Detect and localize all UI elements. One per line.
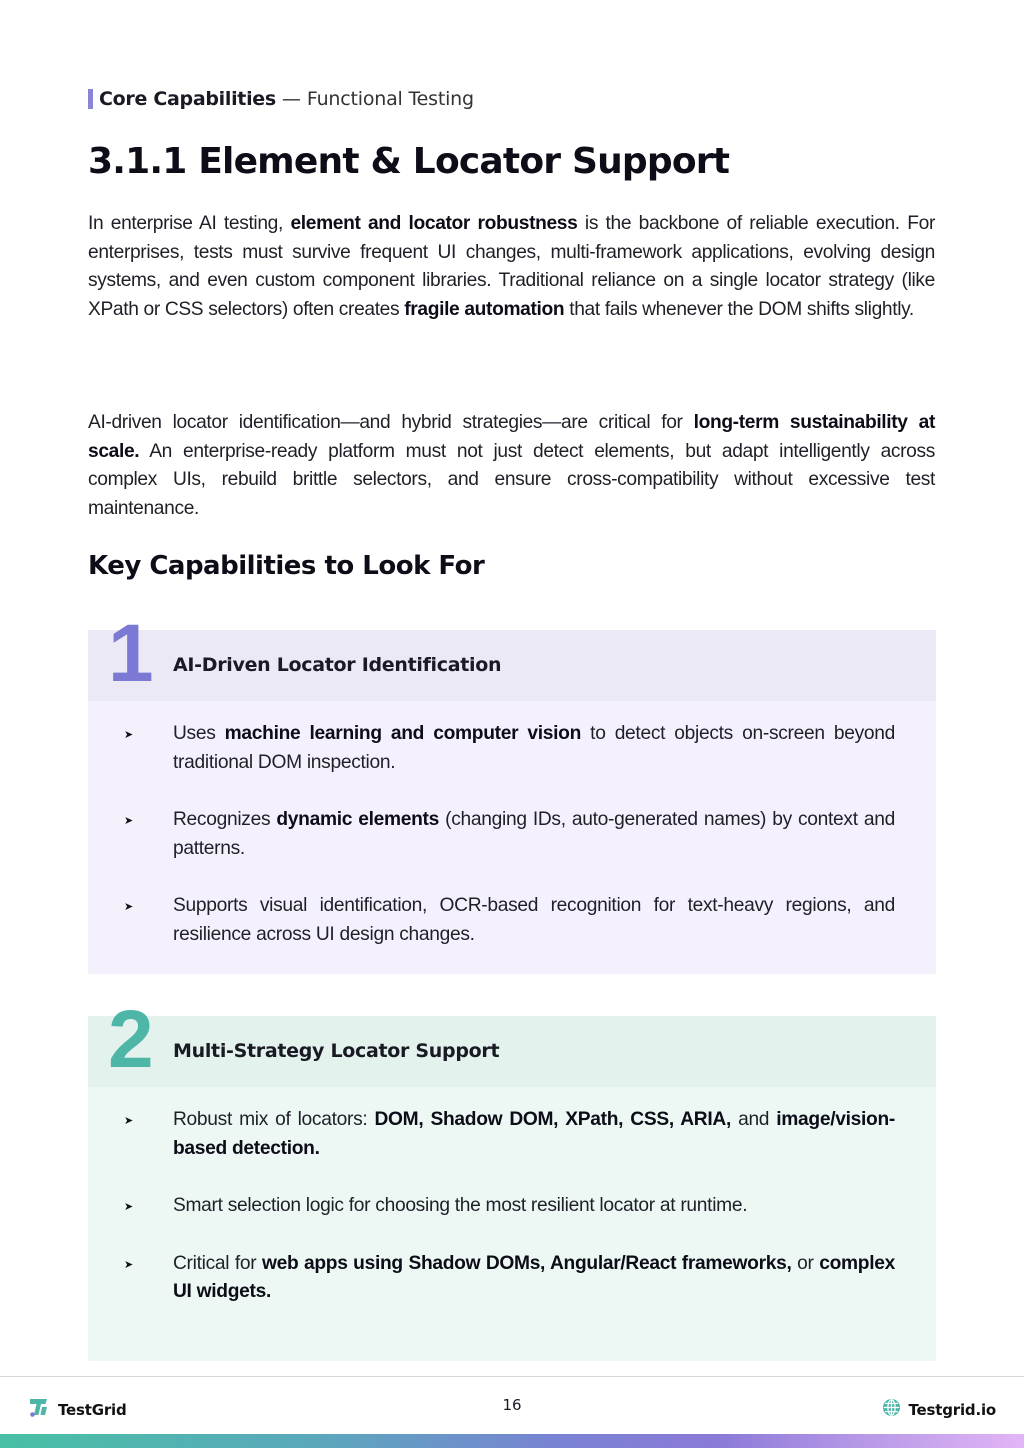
page-title: 3.1.1 Element & Locator Support xyxy=(88,141,730,182)
arrow-bullet-icon: ➤ xyxy=(124,1200,134,1213)
capability-header xyxy=(88,994,936,1087)
arrow-bullet-icon: ➤ xyxy=(124,1114,134,1127)
list-item xyxy=(124,1250,895,1307)
section-heading: Key Capabilities to Look For xyxy=(88,551,485,581)
arrow-bullet-icon: ➤ xyxy=(124,900,134,913)
arrow-bullet-icon: ➤ xyxy=(124,728,134,741)
list-item-text: Supports visual identification, OCR-based recognition for text-heavy regions, and resilience across UI design changes. xyxy=(173,895,895,945)
capability-header xyxy=(88,608,936,701)
capability-title: AI-Driven Locator Identification xyxy=(173,654,502,676)
page-number: 16 xyxy=(502,1396,522,1414)
capability-card-2 xyxy=(88,994,936,1361)
breadcrumb-subsection: Functional Testing xyxy=(306,88,474,110)
list-item-text: Recognizes dynamic elements (changing IDs, auto-generated names) by context and patterns. xyxy=(173,809,895,859)
footer-divider xyxy=(0,1376,1024,1377)
capability-number: 1 xyxy=(108,608,152,699)
list-item-text: Smart selection logic for choosing the most resilient locator at runtime. xyxy=(173,1195,748,1216)
capability-number: 2 xyxy=(108,994,152,1085)
list-item xyxy=(124,1106,895,1163)
arrow-bullet-icon: ➤ xyxy=(124,1257,134,1271)
list-item xyxy=(124,806,895,863)
capability-card-1 xyxy=(88,608,936,974)
site-url: Testgrid.io xyxy=(908,1400,996,1419)
globe-icon xyxy=(882,1398,901,1421)
accent-bar xyxy=(88,89,93,109)
capability-body xyxy=(88,701,936,974)
list-item xyxy=(124,720,895,777)
breadcrumb-separator: — xyxy=(281,88,301,110)
list-item-text: Robust mix of locators: DOM, Shadow DOM, XPath, CSS, ARIA, and image/vision-based detection. xyxy=(173,1109,895,1159)
arrow-bullet-icon: ➤ xyxy=(124,814,134,827)
list-item xyxy=(124,1192,895,1221)
intro-paragraph-1: In enterprise AI testing, element and locator robustness is the backbone of reliable execution. For enterprises, tests must survive frequent UI changes, multi-framework applications, evolving design systems, and even custom component libraries. Traditional reliance on a single locator strategy (like XPath or CSS selectors) often creates fragile automation that fails whenever the DOM shifts slightly. xyxy=(88,213,935,320)
breadcrumb xyxy=(88,87,474,111)
intro-paragraph-2: AI-driven locator identification—and hybrid strategies—are critical for long-term sustainability at scale. An enterprise-ready platform must not just detect elements, but adapt intelligently across complex UIs, rebuild brittle selectors, and ensure cross-compatibility without excessive test maintenance. xyxy=(88,412,935,519)
footer-site-link[interactable] xyxy=(882,1398,996,1421)
brand-name: TestGrid xyxy=(58,1401,127,1419)
capability-title: Multi-Strategy Locator Support xyxy=(173,1040,500,1062)
footer-gradient-bar xyxy=(0,1434,1024,1448)
breadcrumb-section: Core Capabilities xyxy=(99,88,276,110)
capability-body xyxy=(88,1087,936,1361)
list-item-text: Uses machine learning and computer vision to detect objects on-screen beyond traditional DOM inspection. xyxy=(173,723,896,773)
list-item-text: Critical for web apps using Shadow DOMs, Angular/React frameworks, or complex UI widgets. xyxy=(173,1252,895,1302)
list-item xyxy=(124,892,895,949)
